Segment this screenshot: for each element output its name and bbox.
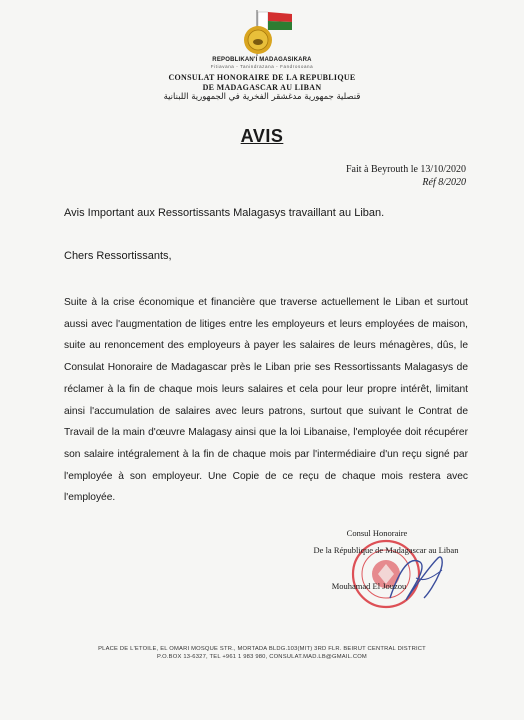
logo-motto: Fitiavana - Tanindrazana - Fandrosoana [210,64,314,69]
consulate-name-line1: CONSULAT HONORAIRE DE LA REPUBLIQUE [168,73,356,82]
notice-body: Suite à la crise économique et financière que traverse actuellement le Liban et surtout aussi avec l'augmentation de litiges entre les employeurs et leurs employées de maison, suite au renoncement des employeurs à payer les salaires de leurs ménagères, dûs, le Consulat Honoraire de Madagascar près le Liban prie ses Ressortissants Malagasys de réclamer à la fin de chaque mois leurs salaires et cela pour leur propre intérêt, limitant ainsi l'accumulation de salaires avec leurs patrons, surtout que suivant le Contrat de Travail de la main d'œuvre Malagasy ainsi que la loi Libanaise, l'employée doit récupérer son salaire intégralement à la fin de chaque mois par l'intermédiaire d'un reçu signé par l'employée à son employeur. Une Copie de ce reçu de chaque mois restera avec l'employée. [64,297,468,504]
date-block [346,163,466,189]
signatory-organization: De la République de Madagascar au Liban [313,545,459,555]
reference-number: Réf 8/2020 [422,177,466,188]
subject-line: Avis Important aux Ressortissants Malagasys travaillant au Liban. [64,207,385,219]
footer-contact: P.O.BOX 13-6327, TEL +961 1 983 980, CONSULAT.MAD.LB@GMAIL.COM [157,654,367,660]
signatory-name: Mouhamad El Jouzou [331,581,407,591]
footer-address: PLACE DE L'ETOILE, EL OMARI MOSQUE STR., MORTADA BLDG.103(MIT) 3RD FLR. BEIRUT CENTRAL DISTRICT [98,646,426,652]
madagascar-emblem-logo [236,10,296,58]
salutation: Chers Ressortissants, [64,250,172,262]
consulate-name-line2: DE MADAGASCAR AU LIBAN [202,83,322,92]
handwritten-signature [380,548,450,608]
signatory-title: Consul Honoraire [346,528,408,538]
document-title: AVIS [240,126,284,146]
logo-caption: REPOBLIKAN'I MADAGASIKARA [212,57,312,63]
date-line: Fait à Beyrouth le 13/10/2020 [346,164,466,175]
consulate-name-arabic: قنصلية جمهورية مدغشقر الفخرية في الجمهورية اللبنانية [163,92,361,102]
